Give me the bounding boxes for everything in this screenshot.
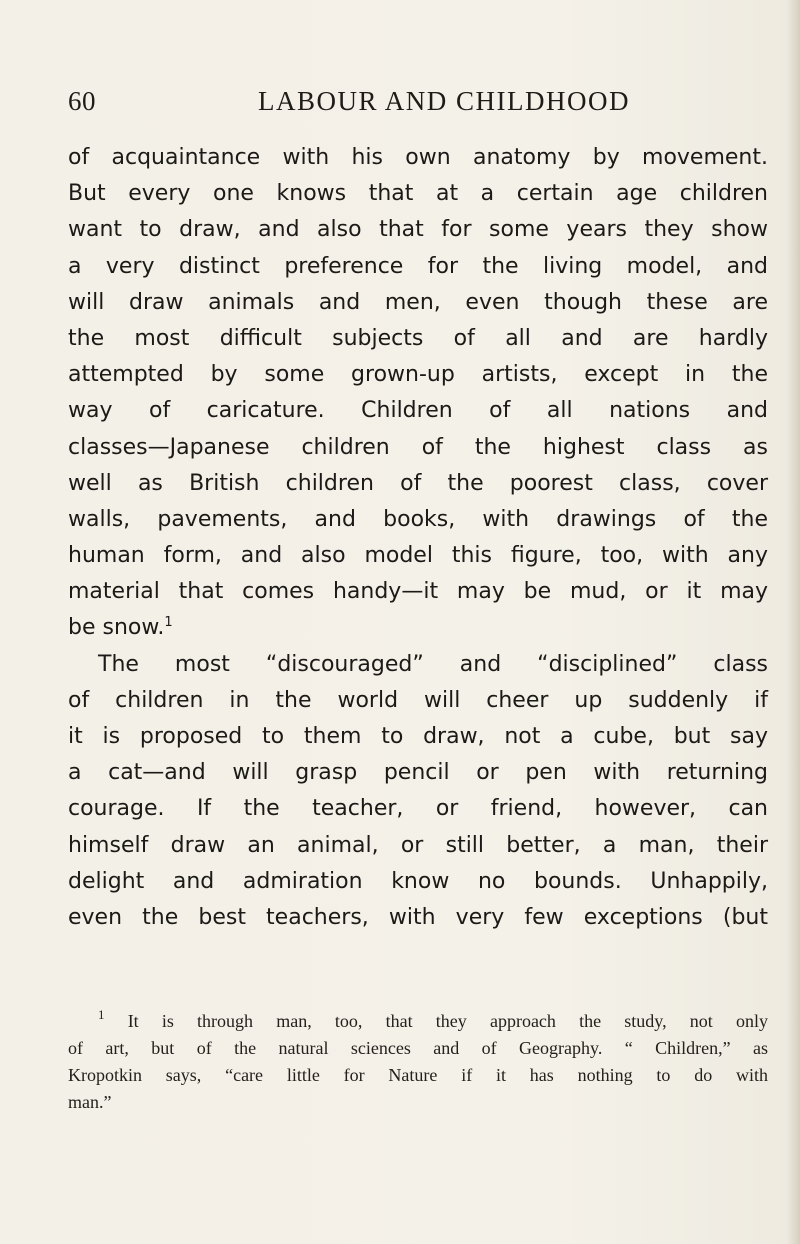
text-line: material that comes handy—it may be mud, or it may <box>68 579 768 605</box>
footnote-marker: 1 <box>98 1007 105 1022</box>
text-line: attempted by some grown-up artists, except in the <box>68 362 768 388</box>
text-line: even the best teachers, with very few exceptions (but <box>68 904 768 930</box>
page-edge-shadow <box>786 0 800 1244</box>
text-line: himself draw an animal, or still better, a man, their <box>68 832 768 858</box>
text-line: way of caricature. Children of all nations and <box>68 398 768 424</box>
footnote-line: of art, but of the natural sciences and of Geography. “ Children,” as <box>68 1038 768 1058</box>
text-fragment: be snow. <box>68 615 165 641</box>
text-line: classes—Japanese children of the highest class as <box>68 434 768 460</box>
footnote-reference: 1 <box>164 615 173 631</box>
text-line: walls, pavements, and books, with drawings of the <box>68 506 768 532</box>
text-line: well as British children of the poorest class, cover <box>68 470 768 496</box>
text-line: it is proposed to them to draw, not a cube, but say <box>68 724 768 749</box>
footnote-line: Kropotkin says, “care little for Nature if it has nothing to do with <box>68 1065 768 1085</box>
text-line: a cat—and will grasp pencil or pen with returning <box>68 760 768 786</box>
running-head-title: LABOUR AND CHILDHOOD <box>258 86 630 116</box>
body-text <box>68 140 768 936</box>
footnote <box>68 1008 768 1116</box>
text-line: the most difficult subjects of all and are hardly <box>68 325 768 351</box>
page-number: 60 <box>68 86 96 116</box>
paragraph-end-line <box>68 610 768 646</box>
footnote-line: man.” <box>68 1092 112 1112</box>
text-line: a very distinct preference for the living model, and <box>68 253 768 279</box>
text-line: But every one knows that at a certain age children <box>68 181 768 207</box>
running-head <box>68 86 748 126</box>
text-line: delight and admiration know no bounds. Unhappily, <box>68 868 768 894</box>
footnote-line <box>68 1008 768 1035</box>
text-line: of children in the world will cheer up suddenly if <box>68 687 768 713</box>
text-line: courage. If the teacher, or friend, however, can <box>68 796 768 822</box>
text-line: want to draw, and also that for some years they show <box>68 217 768 243</box>
text-line: of acquaintance with his own anatomy by movement. <box>68 145 768 170</box>
paragraph-start-line: The most “discouraged” and “disciplined” class <box>98 651 768 677</box>
text-line: human form, and also model this figure, too, with any <box>68 543 768 569</box>
text-fragment: It is through man, too, that they approach the study, not only <box>127 1011 768 1031</box>
text-line: will draw animals and men, even though these are <box>68 289 768 315</box>
